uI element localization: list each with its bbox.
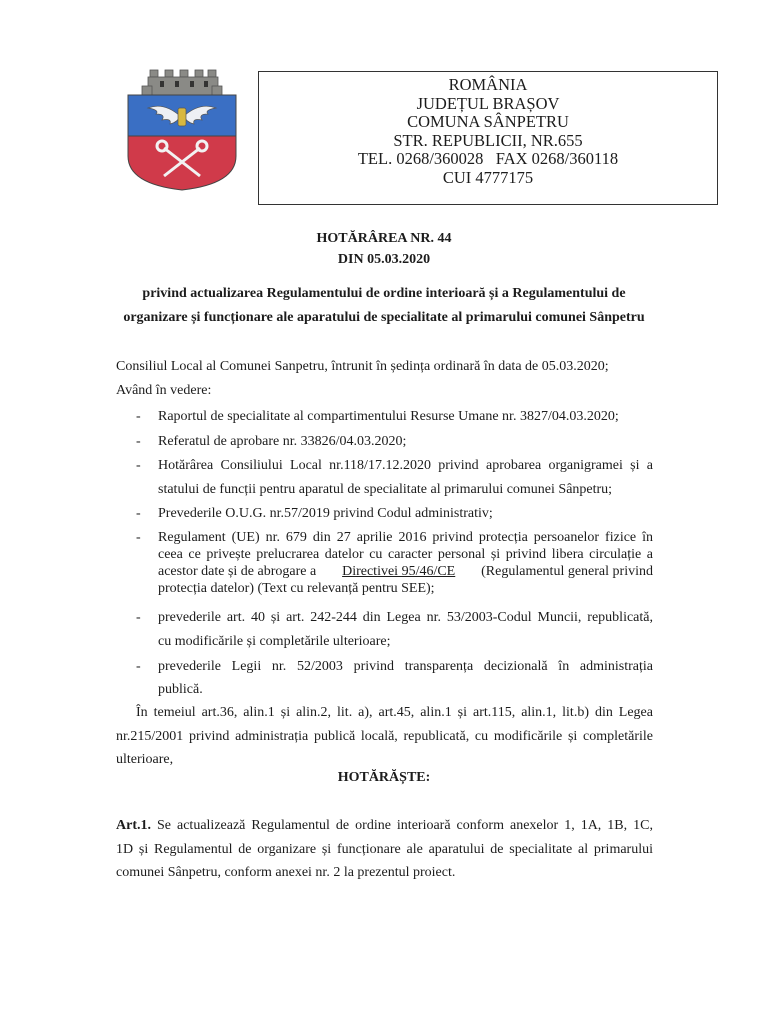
considering-heading: Având în vedere: (116, 383, 212, 398)
list-bullet: - (136, 659, 141, 674)
institution-header-box (258, 71, 718, 205)
header-address: STR. REPUBLICII, NR.655 (393, 130, 583, 150)
list-bullet: - (136, 506, 141, 521)
list-item-3-line1: Hotărârea Consiliului Local nr.118/17.12.2020 privind aprobarea organigramei și a (158, 458, 653, 473)
list-item-7-line1: prevederile Legii nr. 52/2003 privind transparența decizională în administrația (158, 659, 653, 674)
decision-subject-line1: privind actualizarea Regulamentului de ordine interioară și a Regulamentului de (142, 286, 626, 301)
article-1-line1 (116, 818, 653, 834)
decision-subject-line2: organizare și funcționare ale aparatului de specialitate al primarului comunei Sânpetru (123, 310, 645, 325)
list-bullet: - (136, 530, 141, 545)
list-item-5-line3-post: (Regulamentul general privind (477, 564, 653, 579)
article-1-text-line1: Se actualizează Regulamentul de ordine interioară conform anexelor 1, 1A, 1B, 1C, (151, 818, 653, 833)
header-commune: COMUNA SÂNPETRU (407, 112, 569, 132)
article-1-label: Art.1. (116, 818, 151, 833)
decision-number: HOTĂRÂREA NR. 44 (316, 231, 452, 246)
legal-basis-line3: ulterioare, (116, 752, 174, 767)
list-bullet: - (136, 610, 141, 625)
header-phone-fax: TEL. 0268/360028 FAX 0268/360118 (357, 149, 619, 169)
list-item-3-line2: statului de funcții pentru aparatul de specialitate al primarului comunei Sânpetru; (158, 482, 613, 497)
article-1-line2: 1D și Regulamentul de organizare și funcționare ale aparatului de specialitate al primarului (116, 842, 653, 857)
list-item-5-line3-pre: acestor date și de abrogare a (158, 564, 320, 579)
coat-of-arms-logo (120, 64, 242, 192)
decision-date: DIN 05.03.2020 (337, 252, 431, 267)
list-item-6-line2: cu modificările și completările ulterioare; (158, 634, 391, 649)
article-1-line3: comunei Sânpetru, conform anexei nr. 2 la prezentul proiect. (116, 865, 456, 880)
header-country: ROMÂNIA (448, 75, 528, 94)
list-item-7-line2: publică. (158, 682, 203, 697)
list-bullet: - (136, 458, 141, 473)
directive-link[interactable]: Directivei 95/46/CE (342, 564, 456, 579)
intro-paragraph: Consiliul Local al Comunei Sanpetru, întrunit în ședința ordinară în data de 05.03.2020; (116, 359, 609, 374)
list-item-6-line1: prevederile art. 40 și art. 242-244 din Legea nr. 53/2003-Codul Muncii, republicată, (158, 610, 653, 625)
list-item-5-line2: ceea ce privește prelucrarea datelor cu caracter personal și privind libera circulație a (158, 547, 653, 562)
list-item-5-line3 (158, 564, 653, 580)
list-item-4: Prevederile O.U.G. nr.57/2019 privind Codul administrativ; (158, 506, 493, 521)
list-bullet: - (136, 434, 141, 449)
decides-heading: HOTĂRĂȘTE: (337, 770, 431, 785)
list-bullet: - (136, 409, 141, 424)
list-item-1: Raportul de specialitate al compartimentului Resurse Umane nr. 3827/04.03.2020; (158, 409, 619, 424)
legal-basis-line2: nr.215/2001 privind administrația publică locală, republicată, cu modificările și completările (116, 729, 653, 744)
list-item-5-line4: protecția datelor) (Text cu relevanță pentru SEE); (158, 581, 435, 596)
header-county: JUDEȚUL BRAȘOV (416, 93, 560, 113)
header-cui: CUI 4777175 (442, 167, 534, 187)
list-item-5-line1: Regulament (UE) nr. 679 din 27 aprilie 2016 privind protecția persoanelor fizice în (158, 530, 653, 545)
list-item-2: Referatul de aprobare nr. 33826/04.03.2020; (158, 434, 407, 449)
legal-basis-line1: În temeiul art.36, alin.1 și alin.2, lit. a), art.45, alin.1 și art.115, alin.1, lit.b) din Legea (136, 705, 653, 720)
